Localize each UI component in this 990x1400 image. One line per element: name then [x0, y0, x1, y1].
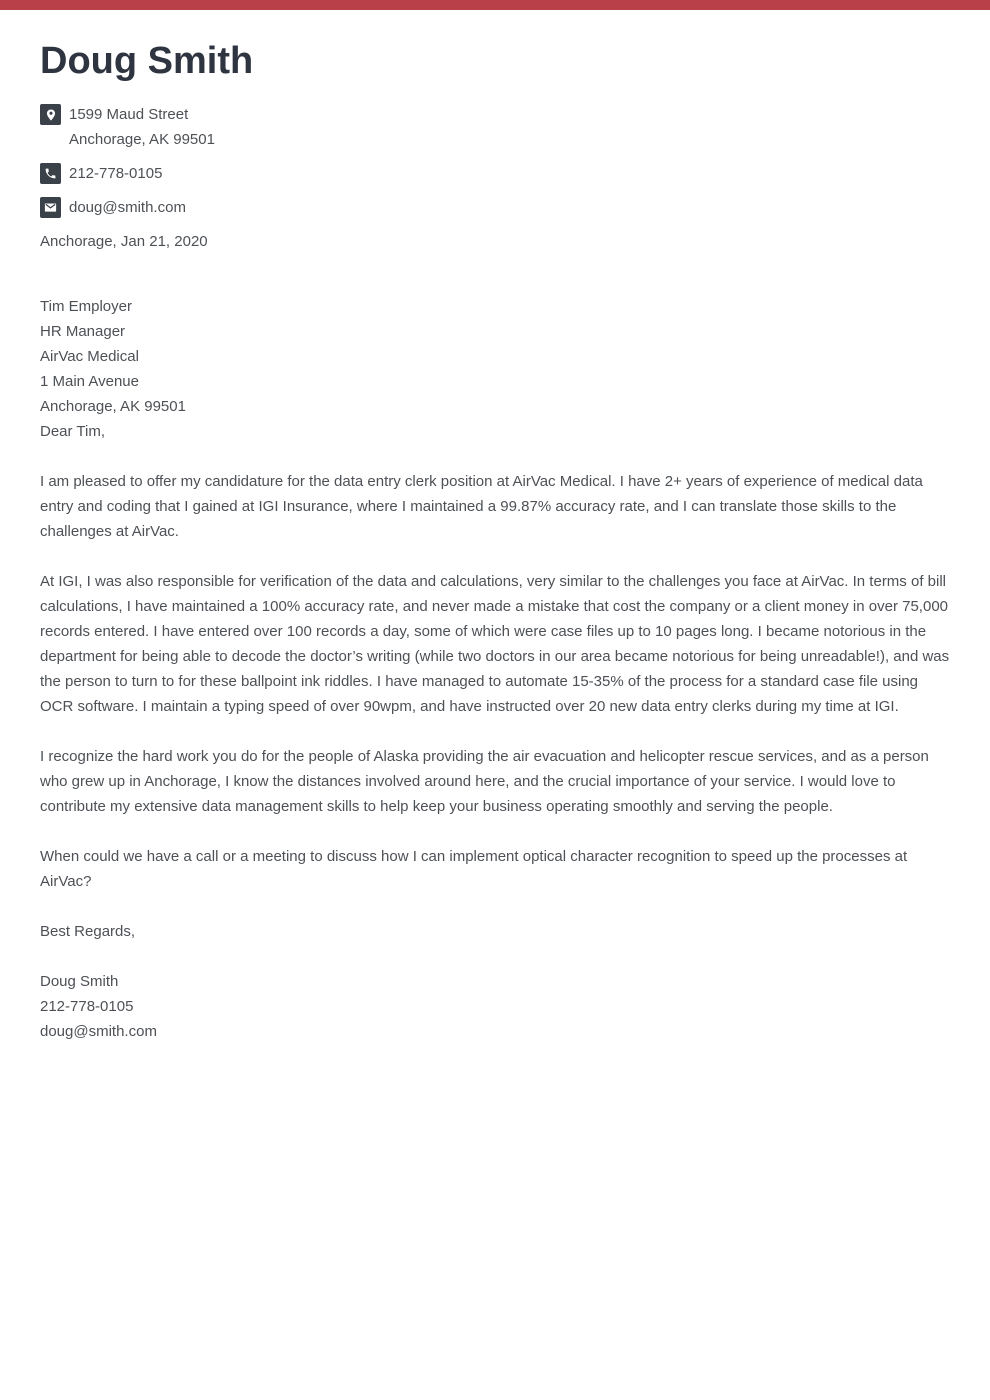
date-line: Anchorage, Jan 21, 2020 — [40, 233, 208, 250]
contact-phone-row — [40, 161, 950, 186]
recipient-company: AirVac Medical — [40, 348, 139, 365]
letter-body — [40, 229, 950, 1044]
cover-letter-page — [0, 38, 990, 1044]
contact-email-row — [40, 195, 950, 220]
contact-address-line2: Anchorage, AK 99501 — [69, 131, 215, 148]
top-accent-bar — [0, 0, 990, 10]
salutation: Dear Tim, — [40, 423, 106, 440]
recipient-block — [40, 294, 950, 419]
recipient-city: Anchorage, AK 99501 — [40, 398, 186, 415]
recipient-name: Tim Employer — [40, 298, 132, 315]
contact-address — [69, 102, 215, 152]
contact-phone: 212-778-0105 — [69, 165, 163, 182]
phone-icon — [40, 163, 61, 184]
signature-phone: 212-778-0105 — [40, 998, 134, 1015]
email-icon — [40, 197, 61, 218]
recipient-street: 1 Main Avenue — [40, 373, 139, 390]
paragraph-intro: I am pleased to offer my candidature for the data entry clerk position at AirVac Medical. I have 2+ years of experience of medical data entry and coding that I gained at IGI Insurance, where I maintained a 99.87% accuracy rate, and I can translate those skills to the challenges at AirVac. — [40, 473, 923, 540]
contact-email: doug@smith.com — [69, 199, 186, 216]
contact-section — [40, 102, 950, 220]
page-title: Doug Smith — [40, 40, 254, 82]
signature-email: doug@smith.com — [40, 1023, 157, 1040]
contact-address-line1: 1599 Maud Street — [69, 106, 189, 123]
contact-address-row — [40, 102, 950, 152]
signature-block — [40, 969, 950, 1044]
recipient-title: HR Manager — [40, 323, 126, 340]
signature-name: Doug Smith — [40, 973, 119, 990]
paragraph-experience: At IGI, I was also responsible for verification of the data and calculations, very similar to the challenges you face at AirVac. In terms of bill calculations, I have maintained a 100% accuracy rate, and never made a mistake that cost the company or a client money in over 75,000 records entered. I have entered over 100 records a day, some of which were case files up to 10 pages long. I became notorious in the department for being able to decode the doctor’s writing (while two doctors in our area became notorious for being unreadable!), and was the person to turn to for these ballpoint ink riddles. I have managed to automate 15-35% of the process for a standard case file using OCR software. I maintain a typing speed of over 90wpm, and have instructed over 20 new data entry clerks during my time at IGI. — [40, 573, 950, 715]
paragraph-motivation: I recognize the hard work you do for the people of Alaska providing the air evacuation and helicopter rescue services, and as a person who grew up in Anchorage, I know the distances involved around here, and the crucial importance of your service. I would love to contribute my extensive data management skills to help keep your business operating smoothly and serving the people. — [40, 748, 929, 815]
closing: Best Regards, — [40, 923, 136, 940]
paragraph-call-to-action: When could we have a call or a meeting to discuss how I can implement optical character recognition to speed up the processes at AirVac? — [40, 848, 908, 890]
location-pin-icon — [40, 104, 61, 125]
